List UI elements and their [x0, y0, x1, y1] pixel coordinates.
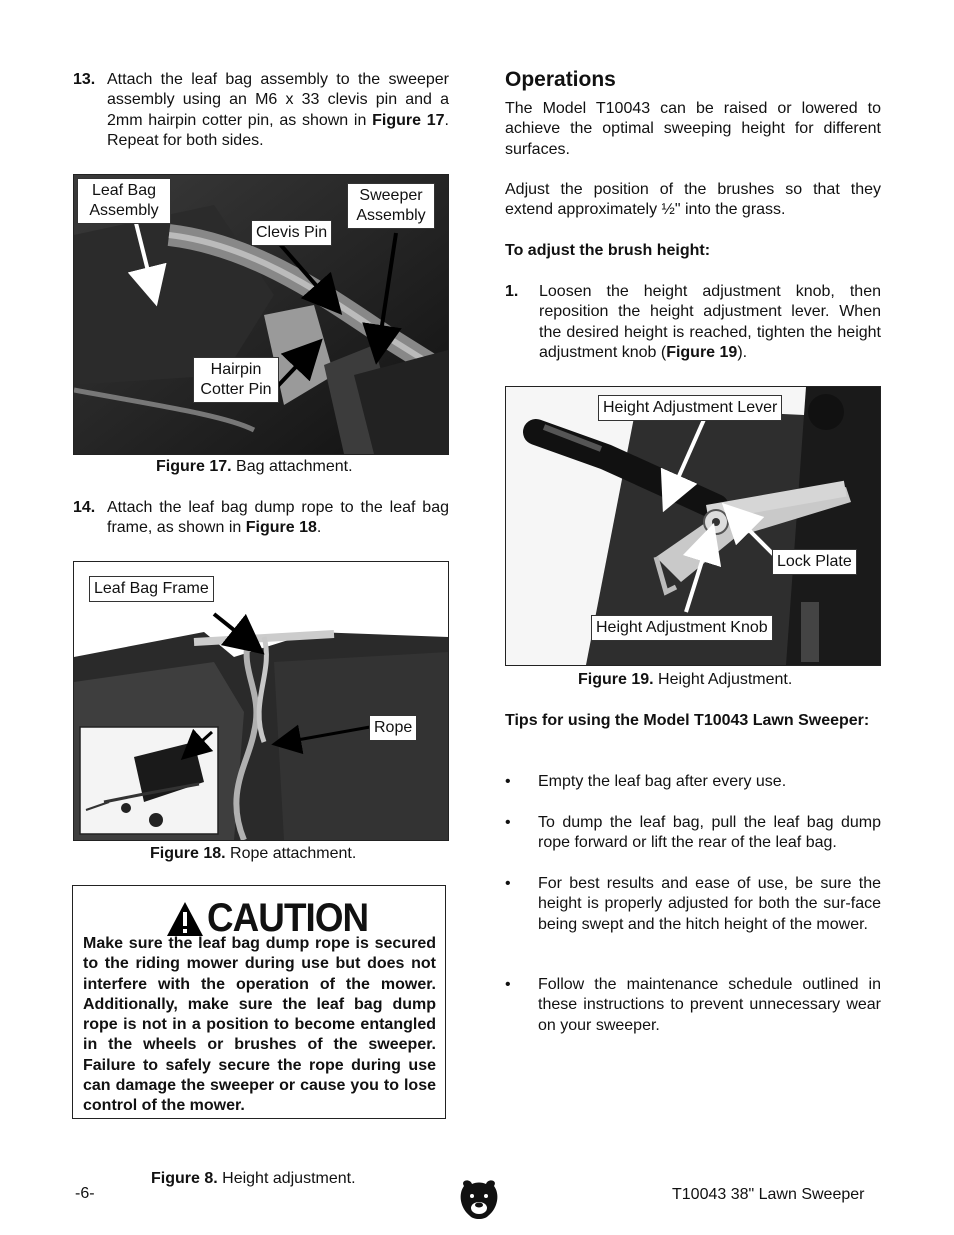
- tip-item: [505, 975, 881, 1036]
- tip-item: [505, 874, 881, 935]
- leaf-bag-assembly-callout: Leaf Bag Assembly: [77, 178, 171, 224]
- page-number: -6-: [75, 1185, 95, 1202]
- figure-reference: Figure 17: [372, 111, 445, 129]
- figure-19-photo: [505, 386, 881, 666]
- figure-reference: Figure 19: [666, 343, 738, 361]
- brush-height-subheading: To adjust the brush height:: [505, 242, 711, 259]
- stray-figure-caption: Figure 8. Height adjustment.: [151, 1170, 356, 1187]
- tip-text: For best results and ease of use, be sure the height is properly adjusted for both the sur-face being swept and the hitch height of the mower.: [538, 875, 881, 933]
- height-adjustment-knob-callout: Height Adjustment Knob: [591, 615, 773, 641]
- figure-reference: Figure 18: [245, 519, 317, 537]
- step-number: 1.: [505, 283, 519, 300]
- step-text: Loosen the height adjustment knob, then reposition the height adjustment lever. When the desired height is reached, tighten the height adjustment knob (Figure 19).: [539, 283, 881, 361]
- figure-19-caption: Figure 19. Height Adjustment.: [578, 671, 793, 688]
- tip-text: Empty the leaf bag after every use.: [538, 773, 787, 790]
- figure-17-photo: [73, 174, 449, 455]
- caution-box: [72, 885, 446, 1119]
- bullet-icon: •: [505, 976, 511, 993]
- bullet-icon: •: [505, 814, 511, 831]
- leaf-bag-frame-callout: Leaf Bag Frame: [89, 576, 214, 602]
- bear-logo-icon: [458, 1178, 500, 1222]
- figure-18-photo: [73, 561, 449, 841]
- step-number: 13.: [73, 71, 96, 88]
- step-13: [73, 70, 449, 151]
- figure-18-caption: Figure 18. Rope attachment.: [150, 845, 357, 862]
- tip-item: [505, 772, 881, 792]
- tip-text: To dump the leaf bag, pull the leaf bag dump rope forward or lift the rear of the leaf bag.: [538, 814, 881, 852]
- product-name: T10043 38" Lawn Sweeper: [672, 1186, 865, 1203]
- brush-position-paragraph: Adjust the position of the brushes so that they extend approximately ½" into the grass.: [505, 181, 881, 219]
- caution-title: CAUTION: [207, 896, 369, 940]
- hairpin-cotter-pin-callout: Hairpin Cotter Pin: [193, 357, 279, 403]
- height-adjustment-lever-callout: Height Adjustment Lever: [598, 395, 782, 421]
- sweeper-assembly-callout: Sweeper Assembly: [347, 183, 435, 229]
- clevis-pin-callout: Clevis Pin: [251, 220, 332, 246]
- tip-text: Follow the maintenance schedule outlined in these instructions to prevent unnecessary wear on your sweeper.: [538, 976, 881, 1034]
- step-text: Attach the leaf bag dump rope to the leaf bag frame, as shown in Figure 18.: [107, 499, 449, 537]
- figure-17-caption: Figure 17. Bag attachment.: [156, 458, 353, 475]
- tips-heading: Tips for using the Model T10043 Lawn Sweeper:: [505, 712, 870, 729]
- rope-attachment-illustration: [74, 562, 448, 840]
- bullet-icon: •: [505, 875, 511, 892]
- rope-callout: Rope: [369, 715, 417, 741]
- step-1: [505, 282, 881, 363]
- step-14: [73, 498, 449, 539]
- operations-heading: Operations: [505, 68, 616, 91]
- tip-item: [505, 813, 881, 854]
- step-number: 14.: [73, 499, 96, 516]
- lock-plate-callout: Lock Plate: [772, 549, 857, 575]
- caution-text: Make sure the leaf bag dump rope is secured to the riding mower during use but does not interfere with the operation of the mower. Additionally, make sure the leaf bag dump rope is not in a position to become entangled in the wheels or brushes of the sweeper. Failure to safely secure the rope during use can damage the sweeper or cause you to lose control of the mower.: [83, 935, 436, 1115]
- bullet-icon: •: [505, 773, 511, 790]
- operations-intro: The Model T10043 can be raised or lowered to achieve the optimal sweeping height for different surfaces.: [505, 100, 881, 158]
- step-text: Attach the leaf bag assembly to the sweeper assembly using an M6 x 33 clevis pin and a 2mm hairpin cotter pin, as shown in Figure 17. Repeat for both sides.: [107, 71, 449, 149]
